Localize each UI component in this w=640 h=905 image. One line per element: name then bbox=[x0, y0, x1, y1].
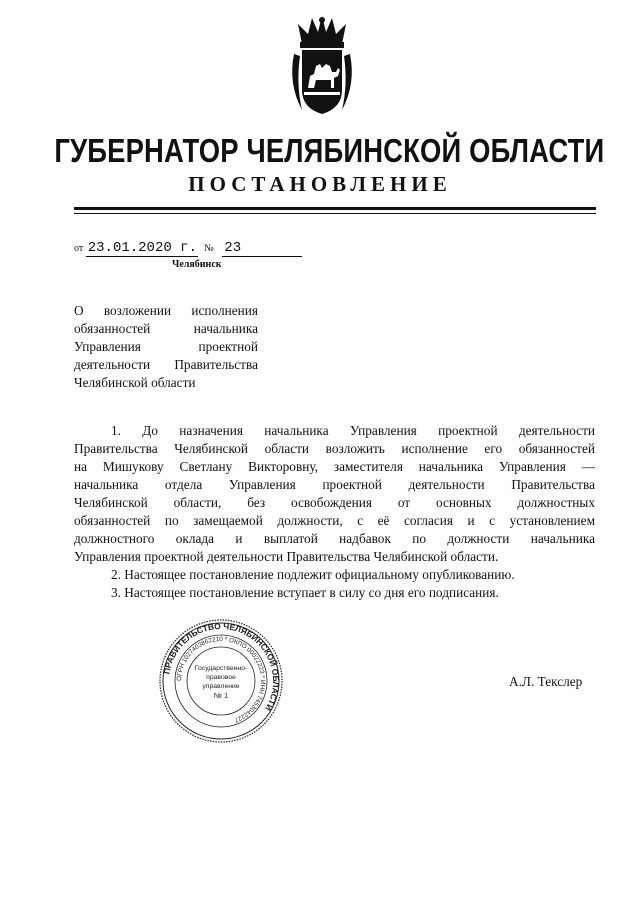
document-subject bbox=[74, 302, 258, 392]
number-prefix: № bbox=[204, 243, 214, 254]
body-line: начальника отдела Управления проектной деятельности Правительства bbox=[74, 477, 595, 492]
document-city: Челябинск bbox=[172, 259, 222, 270]
body-line: Правительства Челябинской области возложить исполнение его обязанностей bbox=[74, 441, 595, 456]
body-line: 1. До назначения начальника Управления проектной деятельности bbox=[111, 423, 595, 438]
subject-line: О возложении исполнения bbox=[74, 303, 258, 318]
seal-center-line: управление bbox=[202, 683, 240, 690]
header-rule-thin bbox=[74, 213, 596, 214]
body-line: Управления проектной деятельности Правительства Челябинской области. bbox=[74, 549, 499, 564]
document-number: 23 bbox=[222, 240, 302, 257]
body-line: 2. Настоящее постановление подлежит официальному опубликованию. bbox=[111, 567, 515, 582]
official-seal-stamp bbox=[158, 618, 284, 744]
signer-name: А.Л. Текслер bbox=[509, 674, 583, 689]
header-rule-thick bbox=[74, 207, 596, 210]
body-line: 3. Настоящее постановление вступает в силу со дня его подписания. bbox=[111, 585, 499, 600]
date-prefix: от bbox=[74, 243, 84, 254]
subject-line: Челябинской области bbox=[74, 375, 196, 390]
document-date: 23.01.2020 г. bbox=[87, 240, 197, 256]
body-line: Челябинской области, без освобождения от основных должностных bbox=[74, 495, 595, 510]
seal-ring-codes: ОГРН 1027403862210 * ОКПО 00022223 * ИНН 7453042227 bbox=[175, 635, 267, 724]
subject-line: Управления проектной bbox=[74, 339, 258, 354]
document-title: ГУБЕРНАТОР ЧЕЛЯБИНСКОЙ ОБЛАСТИ bbox=[54, 132, 605, 169]
document-body bbox=[74, 422, 595, 602]
seal-ring-text: ПРАВИТЕЛЬСТВО ЧЕЛЯБИНСКОЙ ОБЛАСТИ bbox=[161, 620, 282, 713]
date-number-row bbox=[74, 240, 302, 260]
subject-line: деятельности Правительства bbox=[74, 357, 258, 372]
body-line: на Мишукову Светлану Викторовну, заместителя начальника Управления — bbox=[74, 459, 595, 474]
body-line: обязанностей по замещаемой должности, с её согласия и с установлением bbox=[74, 513, 595, 528]
seal-center-line: правовое bbox=[206, 674, 236, 681]
seal-center-line: Государственно- bbox=[194, 665, 248, 672]
subject-line: обязанностей начальника bbox=[74, 321, 258, 336]
document-type: ПОСТАНОВЛЕНИЕ bbox=[188, 172, 452, 196]
chelyabinsk-coat-of-arms-icon bbox=[288, 14, 356, 118]
body-line: должностного оклада и выплатой надбавок по должности начальника bbox=[74, 531, 595, 546]
seal-center-line: № 1 bbox=[213, 691, 229, 700]
